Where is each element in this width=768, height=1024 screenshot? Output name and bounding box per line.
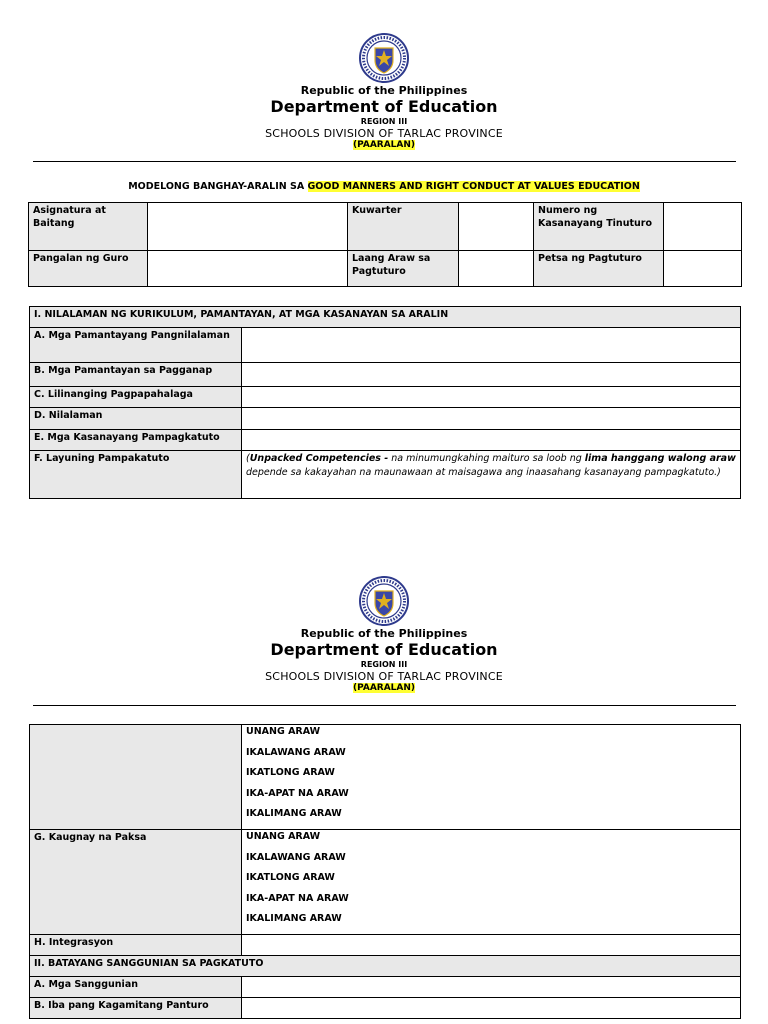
section1-heading: I. NILALAMAN NG KURIKULUM, PAMANTAYAN, AT MGA KASANAYAN SA ARALIN	[30, 307, 741, 328]
day-4-label: IKA-APAT NA ARAW	[246, 787, 349, 799]
day-2-label: IKALAWANG ARAW	[246, 851, 346, 863]
other-materials-label: B. Iba pang Kagamitang Panturo	[30, 997, 242, 1018]
day-5-label: IKALIMANG ARAW	[246, 808, 342, 820]
lesson-title-prefix: MODELONG BANGHAY-ARALIN SA	[128, 181, 305, 192]
teaching-date-field[interactable]	[664, 251, 742, 287]
performance-standards-field[interactable]	[242, 363, 741, 387]
region-text: REGION III	[360, 660, 408, 669]
page-header-2	[0, 575, 768, 694]
section2-heading: II. BATAYANG SANGGUNIAN SA PAGKATUTO	[30, 955, 741, 976]
division-text: SCHOOLS DIVISION OF TARLAC PROVINCE	[265, 127, 503, 140]
objective-note-end: depende sa kakayahan na maunawaan at maisagawa ang inaasahang kasanayang pampagkatuto.)	[246, 467, 721, 478]
lesson-title	[0, 180, 768, 193]
related-topic-days-list	[242, 829, 741, 934]
day-1-label: UNANG ARAW	[246, 726, 321, 737]
day-4-label: IKA-APAT NA ARAW	[246, 892, 349, 904]
competency-number-label: Numero ng Kasanayang Tinuturo	[534, 203, 664, 251]
teaching-date-label: Petsa ng Pagtuturo	[534, 251, 664, 287]
subject-grade-label: Asignatura at Baitang	[29, 203, 148, 251]
header-divider-2	[33, 705, 736, 706]
learning-competencies-field[interactable]	[242, 430, 741, 451]
content-label: D. Nilalaman	[30, 408, 242, 430]
day-1-label: UNANG ARAW	[246, 830, 321, 842]
department-title: Department of Education	[270, 97, 498, 116]
other-materials-field[interactable]	[242, 997, 741, 1018]
teacher-name-label: Pangalan ng Guro	[29, 251, 148, 287]
references-label: A. Mga Sanggunian	[30, 976, 242, 997]
day-3-label: IKATLONG ARAW	[246, 767, 335, 779]
learning-competencies-label: E. Mga Kasanayang Pampagkatuto	[30, 430, 242, 451]
objective-note-bold1: Unpacked Competencies -	[249, 453, 389, 464]
performance-standards-label: B. Mga Pamantayan sa Pagganap	[30, 363, 242, 387]
content-standards-field[interactable]	[242, 328, 741, 363]
page-header	[0, 32, 768, 151]
republic-text: Republic of the Philippines	[300, 84, 468, 97]
header-divider	[33, 161, 736, 162]
objective-note-open: (	[246, 453, 250, 464]
learning-objectives-label: F. Layuning Pampakatuto	[30, 451, 242, 499]
days-label: Laang Araw sa Pagtuturo	[348, 251, 459, 287]
region-text: REGION III	[360, 117, 408, 126]
quarter-label: Kuwarter	[348, 203, 459, 251]
content-standards-label: A. Mga Pamantayang Pangnilalaman	[30, 328, 242, 363]
objective-days-list	[242, 725, 741, 830]
related-topic-label: G. Kaugnay na Paksa	[30, 829, 242, 934]
days-field[interactable]	[459, 251, 534, 287]
quarter-field[interactable]	[459, 203, 534, 251]
lesson-info-table	[28, 202, 742, 287]
values-label: C. Lilinanging Pagpapahalaga	[30, 387, 242, 408]
integration-field[interactable]	[242, 934, 741, 955]
day-3-label: IKATLONG ARAW	[246, 872, 335, 884]
republic-text: Republic of the Philippines	[300, 627, 468, 640]
daily-plan-table	[29, 724, 741, 1019]
values-field[interactable]	[242, 387, 741, 408]
lesson-title-subject: GOOD MANNERS AND RIGHT CONDUCT AT VALUES EDUCATION	[307, 181, 640, 192]
teacher-name-field[interactable]	[148, 251, 348, 287]
day-5-label: IKALIMANG ARAW	[246, 913, 342, 925]
deped-seal-icon	[358, 32, 410, 84]
day-2-label: IKALAWANG ARAW	[246, 746, 346, 758]
school-placeholder: (PAARALAN)	[352, 140, 416, 150]
school-placeholder: (PAARALAN)	[352, 683, 416, 693]
references-field[interactable]	[242, 976, 741, 997]
objective-note-mid: na minumungkahing maituro sa loob ng	[388, 453, 585, 464]
division-text: SCHOOLS DIVISION OF TARLAC PROVINCE	[265, 670, 503, 683]
objective-days-label	[30, 725, 242, 830]
curriculum-table	[29, 306, 741, 499]
objective-note-bold2: lima hanggang walong araw	[584, 453, 736, 464]
deped-seal-icon	[358, 575, 410, 627]
integration-label: H. Integrasyon	[30, 934, 242, 955]
content-field[interactable]	[242, 408, 741, 430]
competency-number-field[interactable]	[664, 203, 742, 251]
learning-objectives-field[interactable]	[242, 451, 741, 499]
department-title: Department of Education	[270, 640, 498, 659]
subject-grade-field[interactable]	[148, 203, 348, 251]
